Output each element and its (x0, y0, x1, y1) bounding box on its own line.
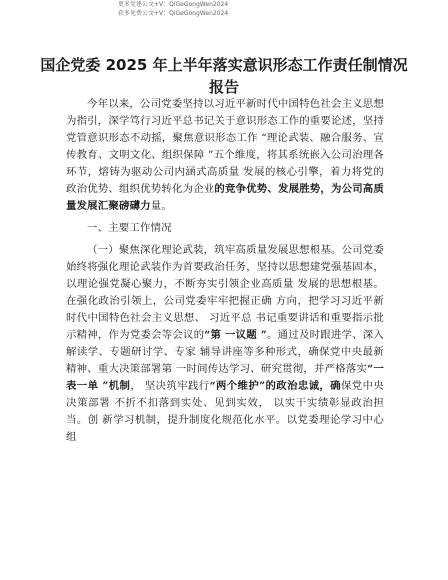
bold-two-safeguards: “两个维护”的政治忠诚，确 (209, 380, 342, 392)
intro-text-2: 将其系统嵌入公司治理各环节，熔铸为驱动公司内涵式高质量 发展的核心引擎，着力将党的政治优势、组织优势转化为企业 (66, 149, 384, 195)
paragraph-text-a2: 。通过及时跟进学、深入解读学、专题研讨学、专家 辅导讲座等多种形式，确保党中央最新精神、重大决策部署第 一时间传达学习、研究贯彻，并严格落实 (66, 329, 384, 375)
intro-text-3: 量。 (150, 200, 172, 212)
header-note-line-1: 更多党建公文+V：QiGeGongWen2024 (118, 1, 229, 8)
intro-paragraph (66, 96, 384, 215)
intro-text-1: 今年以来，公司党委坚持以习近平新时代中国特色社会主义思想为指引，深学笃行习近平总书记关于意识形态工作的重要论述，坚持党管意识形态不动摇，聚焦意识形态工作 “理论武装、融合服务、宣传教育、文明文化、组织保障 ”五个维度， (66, 98, 384, 161)
document-title: 国企党委 2025 年上半年落实意识形态工作责任制情况报告 (40, 56, 408, 96)
header-note (118, 0, 228, 18)
intro-text-bold: 的竞争优势、发展胜势，为公司高质量发展汇聚磅礴力 (66, 183, 384, 212)
header-note-line-2: 获多免费公文+V：QiGeGongWen2024 (118, 10, 229, 17)
paragraph-text-a: 公司党委始终将强化理论武装作为首要政治任务，坚持以思想建党强基固本， 以理论强党凝心聚力，不断夯实引领企业高质量 发展的思想根基。在强化政治引领上，公司党委牢牢把握正确 方向，把学习习近平新时代中国特色社会主义思想、 习近平总 书记重要讲话和重要指示批示精神，作为党委会等会议的 (66, 244, 384, 341)
bold-table-mechanism: “一表一单 ”机制 (66, 363, 384, 392)
paragraph-text-a3: ， 坚决筑牢践行 (130, 380, 210, 392)
paragraph-text-a4: 保党中央决策部署 不折不扣落到实处、见到实效， 以实干实绩彰显政治担当。创 新学习机制，提升制度化规范化水平。以党委理论学习中心组 (66, 380, 384, 443)
subsection-heading-1: （一）聚焦深化理论武装，筑牢高质量发展思想根基。 (87, 244, 342, 256)
document-body (66, 96, 384, 446)
section-paragraph-1 (66, 242, 384, 446)
bold-first-topic: “第 一议题 ” (204, 329, 267, 341)
section-heading-main-work: 一、主要工作情况 (87, 222, 172, 234)
